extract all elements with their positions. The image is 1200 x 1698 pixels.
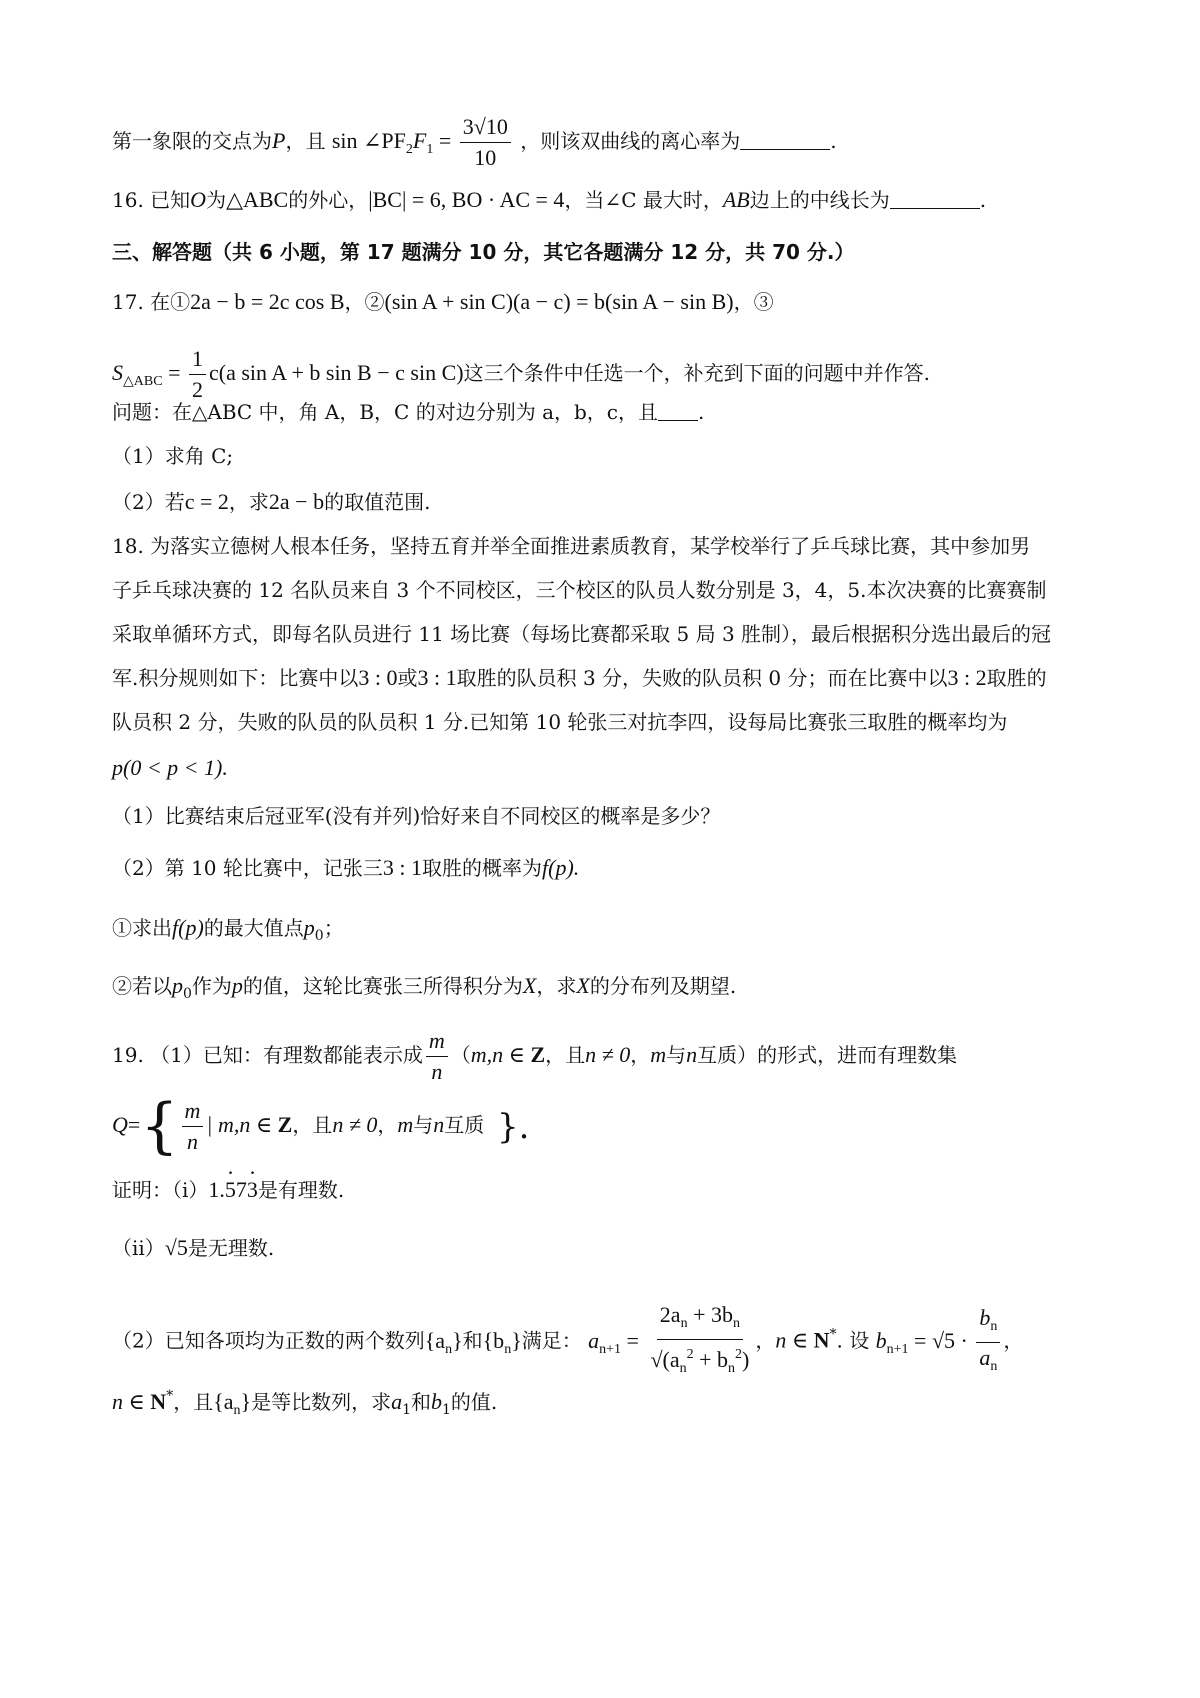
recurrence-b: $b_{n+1} = √5$ · [875, 1327, 974, 1357]
problem-16: 16. 已知O为△ABC的外心，|BC| = 6, BO · AC = 4，当∠C 最大时，AB边上的中线长为 . [112, 184, 986, 216]
fraction-3sqrt10-over-10: $\frac{3√10}{10}$ [460, 112, 511, 173]
math-P: P [272, 128, 286, 153]
problem-17-question: 问题：在△ABC 中，角 A，B，C 的对边分别为 a，b，c，且 . [112, 396, 704, 428]
problem-15-line: 第一象限的交点为P，且 $\sin \angle PF_2F_1$ = $\frac{3√10}{10}$ ，则该双曲线的离心率为 . [112, 112, 837, 173]
condition-1: 2a − b = 2c cos B [190, 289, 345, 314]
problem-18-line4: 军.积分规则如下：比赛中以3 : 0或3 : 1取胜的队员积 3 分，失败的队员积 0 分；而在比赛中以3 : 2取胜的 [112, 665, 1047, 690]
problem-18-sub1: （1）比赛结束后冠亚军(没有并列)恰好来自不同校区的概率是多少？ [112, 804, 721, 828]
problem-19-proof-i: 证明：（i）1.· 57· 3是有理数. [112, 1174, 344, 1206]
problem-17-sub1: （1）求角 C; [112, 444, 234, 468]
answer-blank[interactable] [890, 184, 980, 209]
problem-18-sub2: （2）第 10 轮比赛中，记张三3 : 1取胜的概率为f(p). [112, 855, 580, 880]
math-AB: AB [722, 187, 750, 212]
problem-19-proof-ii: （ii）√5是无理数. [112, 1235, 275, 1260]
problem-17-line1: 17. 在①2a − b = 2c cos B，②(sin A + sin C)(a − c) = b(sin A − sin B)，③ [112, 289, 774, 314]
text: 第一象限的交点为 [112, 129, 272, 153]
math-sin: $\sin \angle PF_2F_1$ = [331, 128, 457, 157]
text: ，则该双曲线的离心率为 [520, 129, 741, 153]
math-vector-condition: |BC| = 6, BO · AC = 4 [368, 187, 565, 212]
answer-blank[interactable] [740, 125, 830, 150]
text: 16. 已知 [112, 188, 191, 212]
section-heading: 三、解答题（共 6 小题，第 17 题满分 10 分，其它各题满分 12 分，共 70 分.） [112, 240, 855, 264]
problem-18-line1: 18. 为落实立德树人根本任务，坚持五育并举全面推进素质教育，某学校举行了乒乓球比赛，其中参加男 [112, 534, 1031, 558]
problem-19-line1: 19. （1）已知：有理数都能表示成 $\frac{m}{n}$ （m,n ∈ Z，且n ≠ 0，m与n互质）的形式，进而有理数集 [112, 1026, 957, 1087]
condition-3: $S_{\triangle ABC}$ = [112, 360, 186, 389]
fraction-recurrence: $\frac{2a_n + 3b_n}{√(a_n^2 + b_n^2)}$ [650, 1302, 750, 1376]
problem-18-sub3: ①求出f(p)的最大值点$p_0$； [112, 915, 344, 944]
problem-18-sub4: ②若以$p_0$作为p的值，这轮比赛张三所得积分为X，求X的分布列及期望. [112, 973, 737, 1002]
problem-17-line2: $S_{\triangle ABC}$ = $\frac{1}{2}$ c(a sin A + b sin B − c sin C)这三个条件中任选一个，补充到下面的问题中并作答. [112, 344, 930, 405]
condition-2: (sin A + sin C)(a − c) = b(sin A − sin B) [384, 289, 734, 314]
recurrence-a: $a_{n+1}$ = [588, 1327, 645, 1357]
problem-19-set: Q={ $\frac{m}{n}$ | m,n ∈ Z，且n ≠ 0，m与n互质 }. [112, 1091, 530, 1161]
problem-18-line2: 子乒乓球决赛的 12 名队员来自 3 个不同校区，三个校区的队员人数分别是 3，4，5.本次决赛的比赛赛制 [112, 578, 1047, 602]
problem-18-line3: 采取单循环方式，即每名队员进行 11 场比赛（每场比赛都采取 5 局 3 胜制），最后根据积分选出最后的冠 [112, 622, 1052, 646]
math-triangle: △ABC [226, 187, 289, 212]
problem-17-sub2: （2）若c = 2，求2a − b的取值范围. [112, 489, 431, 514]
problem-18-line6: p(0 < p < 1). [112, 755, 228, 780]
fraction-m-over-n: $\frac{m}{n}$ [426, 1026, 448, 1087]
text: ，且 [285, 129, 326, 153]
fraction-half: $\frac{1}{2}$ [189, 344, 206, 405]
problem-19-part2: （2）已知各项均为正数的两个数列$\{a_n\}$和$\{b_n\}$满足： $a_{n+1}$ = $\frac{2a_n + 3b_n}{√(a_n^2 + b_n^2)}$ ，n ∈ N*. 设 $b_{n+1} = √5$ · $\frac{b_n}{a_n}$ ， [112, 1300, 1023, 1384]
answer-blank[interactable] [658, 396, 698, 421]
problem-19-line-last: n ∈ N*，且$\{a_n\}$是等比数列，求$a_1$和$b_1$的值. [112, 1388, 498, 1418]
problem-18-line5: 队员积 2 分，失败的队员的队员积 1 分.已知第 10 轮张三对抗李四，设每局比赛张三取胜的概率均为 [112, 710, 1008, 734]
math-O: O [190, 187, 207, 212]
